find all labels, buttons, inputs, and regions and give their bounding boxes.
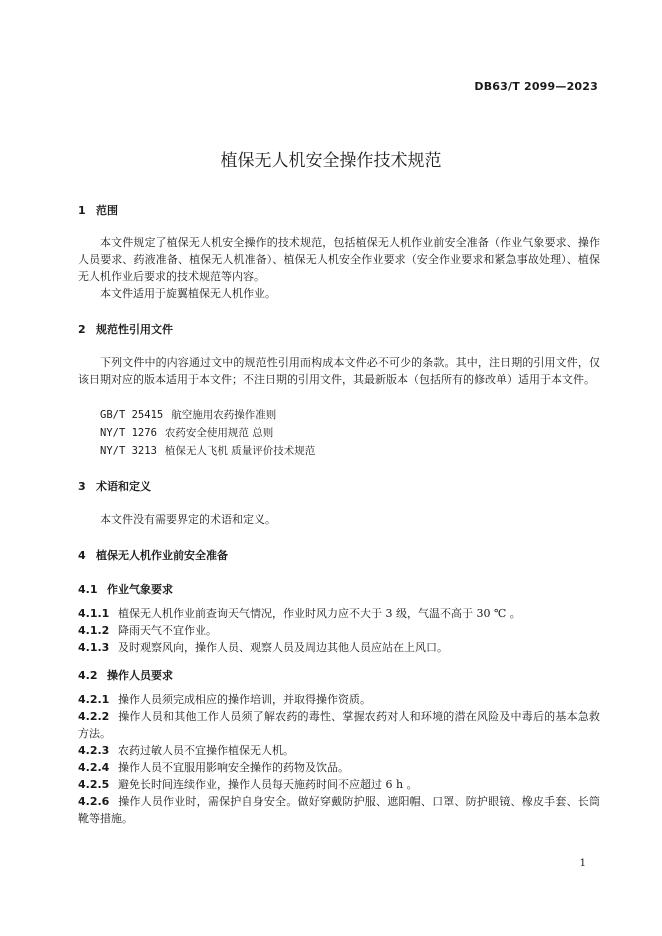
- clause-number: 4.2.3: [78, 744, 110, 757]
- clause-number: 4.2.4: [78, 761, 110, 774]
- section-1-heading: [78, 202, 118, 218]
- clause-item: [78, 776, 600, 793]
- section-4-heading: [78, 547, 228, 563]
- clause-item: [78, 605, 600, 622]
- section-number: 3: [78, 480, 86, 493]
- section-number: 2: [78, 323, 86, 336]
- normative-reference: [100, 407, 276, 422]
- clause-number: 4.2.6: [78, 795, 110, 808]
- normative-reference: [100, 425, 273, 440]
- section-number: 4: [78, 549, 86, 562]
- section-number: 1: [78, 204, 86, 217]
- clause-item: [78, 639, 600, 656]
- section-1-paragraph-2: 本文件适用于旋翼植保无人机作业。: [100, 287, 276, 300]
- section-2-heading: [78, 321, 173, 337]
- clause-number: 4.2.5: [78, 778, 110, 791]
- section-title: 术语和定义: [96, 480, 151, 493]
- section-1-paragraph-1: 本文件规定了植保无人机安全操作的技术规范，包括植保无人机作业前安全准备（作业气象要求、操作人员要求、药液准备、植保无人机准备）、植保无人机安全作业要求（安全作业要求和紧急事故处理）、植保无人机作业后要求的技术规范等内容。: [78, 236, 600, 283]
- clause-number: 4.1.2: [78, 624, 110, 637]
- clause-text: 操作人员作业时，需保护自身安全。做好穿戴防护服、遮阳帽、口罩、防护眼镜、橡皮手套、长筒靴等措施。: [78, 795, 600, 825]
- page-number: 1: [579, 858, 586, 869]
- clause-number: 4.1.3: [78, 641, 110, 654]
- clause-item: [78, 793, 600, 827]
- section-2-paragraph-1: 下列文件中的内容通过文中的规范性引用而构成本文件必不可少的条款。其中，注日期的引用文件，仅该日期对应的版本适用于本文件；不注日期的引用文件，其最新版本（包括所有的修改单）适用于本文件。: [78, 356, 600, 386]
- clause-text: 农药过敏人员不宜操作植保无人机。: [118, 744, 294, 757]
- reference-code: NY/T 3213: [100, 445, 157, 457]
- clause-text: 植保无人机作业前查询天气情况，作业时风力应不大于 3 级，气温不高于 30 ℃ 。: [118, 607, 521, 620]
- clause-item: [78, 622, 600, 639]
- reference-title: 农药安全使用规范 总则: [164, 427, 274, 439]
- reference-title: 植保无人飞机 质量评价技术规范: [164, 445, 316, 457]
- section-3-paragraph-1: 本文件没有需要界定的术语和定义。: [100, 513, 276, 526]
- clause-text: 避免长时间连续作业，操作人员每天施药时间不应超过 6 h 。: [118, 778, 418, 791]
- section-3-heading: [78, 478, 151, 494]
- clause-item: [78, 759, 600, 776]
- subsection-number: 4.2: [78, 669, 98, 682]
- subsection-4-1-heading: [78, 581, 173, 597]
- clause-text: 操作人员不宜服用影响安全操作的药物及饮品。: [118, 761, 349, 774]
- clause-text: 及时观察风向，操作人员、观察人员及周边其他人员应站在上风口。: [118, 641, 448, 654]
- clause-number: 4.2.1: [78, 693, 110, 706]
- subsection-4-2-heading: [78, 667, 173, 683]
- standard-number: DB63/T 2099—2023: [474, 80, 598, 93]
- normative-reference: [100, 443, 315, 458]
- clause-item: [78, 691, 600, 708]
- section-title: 植保无人机作业前安全准备: [96, 549, 228, 562]
- subsection-title: 作业气象要求: [107, 583, 173, 596]
- subsection-title: 操作人员要求: [107, 669, 173, 682]
- clause-number: 4.2.2: [78, 710, 110, 723]
- section-title: 规范性引用文件: [96, 323, 173, 336]
- reference-title: 航空施用农药操作准则: [171, 409, 277, 421]
- reference-code: NY/T 1276: [100, 427, 157, 439]
- clause-text: 操作人员须完成相应的操作培训，并取得操作资质。: [118, 693, 371, 706]
- clause-text: 操作人员和其他工作人员须了解农药的毒性、掌握农药对人和环境的潜在风险及中毒后的基本急救方法。: [78, 710, 600, 740]
- clause-item: [78, 742, 600, 759]
- reference-code: GB/T 25415: [100, 409, 164, 421]
- clause-item: [78, 708, 600, 742]
- clause-text: 降雨天气不宜作业。: [118, 624, 217, 637]
- section-title: 范围: [96, 204, 118, 217]
- subsection-number: 4.1: [78, 583, 98, 596]
- clause-number: 4.1.1: [78, 607, 110, 620]
- document-title: 植保无人机安全操作技术规范: [220, 151, 442, 171]
